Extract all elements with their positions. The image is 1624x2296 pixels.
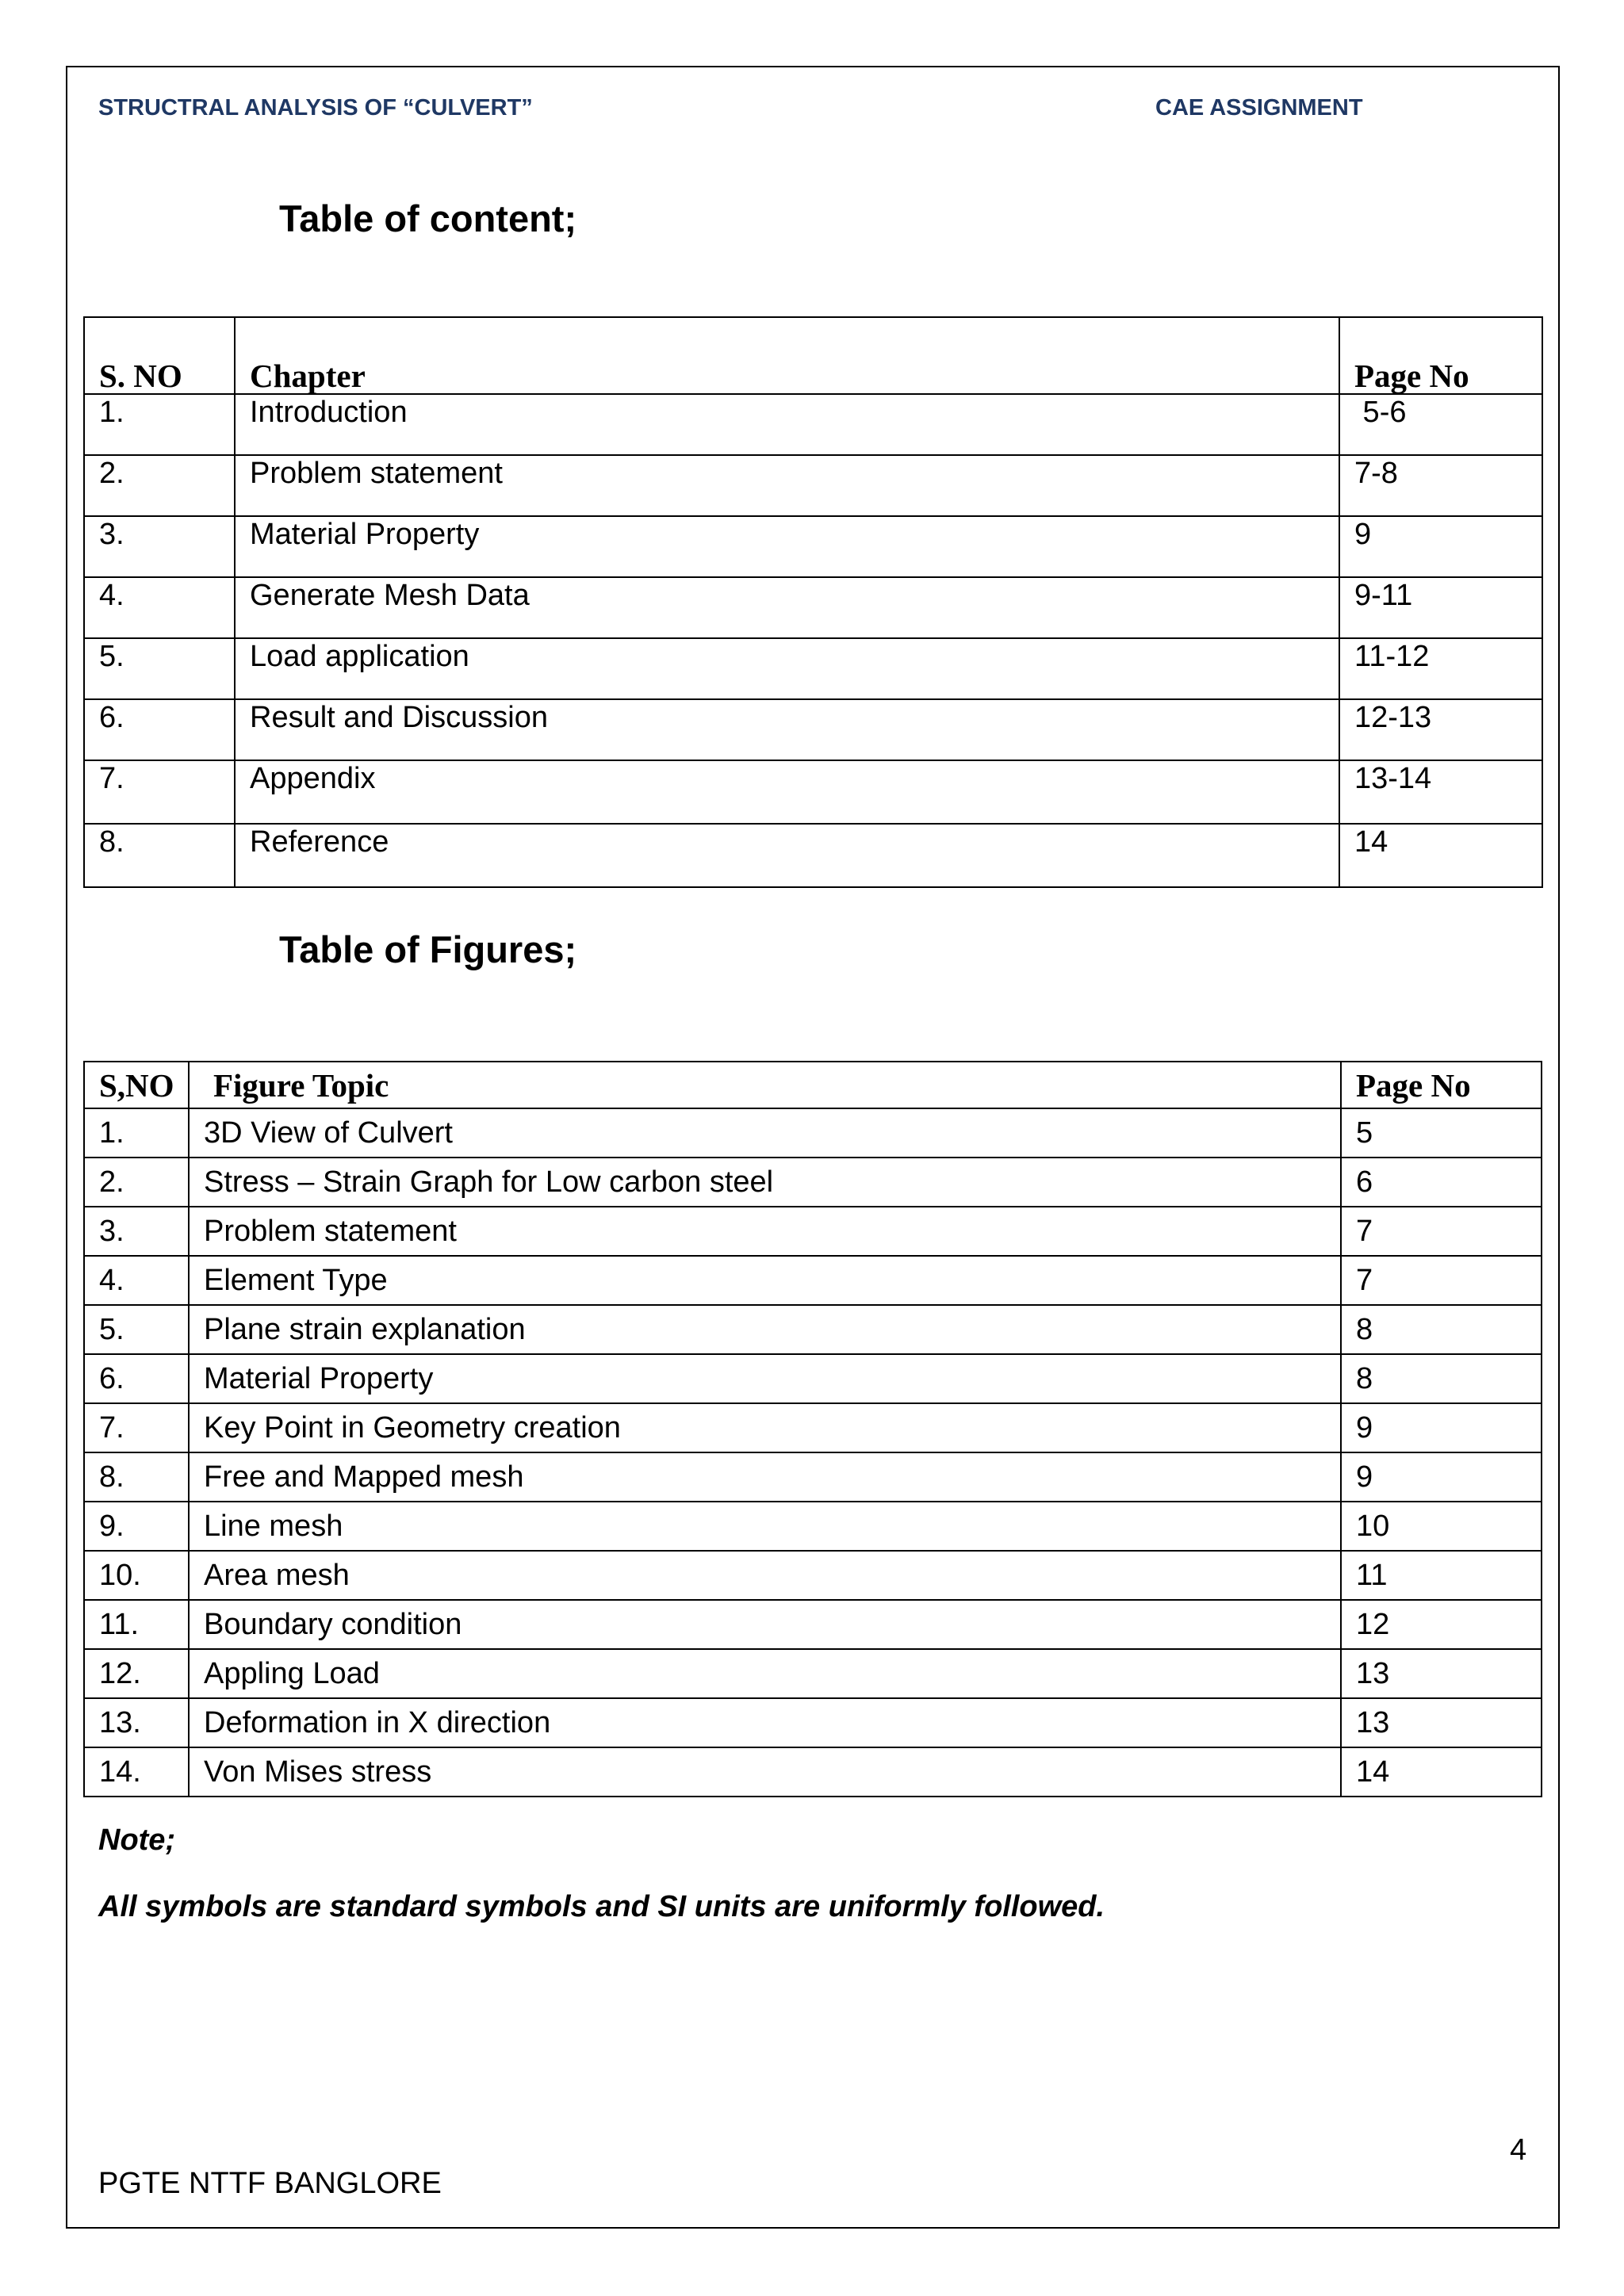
header-title: STRUCTRAL ANALYSIS OF “CULVERT” — [98, 95, 533, 121]
table-row — [84, 1600, 1542, 1649]
figures-header-row — [84, 1062, 1542, 1108]
figure-topic: Stress – Strain Graph for Low carbon steel — [189, 1158, 1341, 1207]
figure-page: 13 — [1341, 1649, 1542, 1698]
figure-topic: 3D View of Culvert — [189, 1108, 1341, 1158]
toc-page: 14 — [1339, 824, 1542, 887]
figure-page: 14 — [1341, 1747, 1542, 1797]
figure-topic: Deformation in X direction — [189, 1698, 1341, 1747]
toc-sno: 5. — [84, 638, 235, 699]
table-row — [84, 1551, 1542, 1600]
toc-col-sno: S. NO — [84, 317, 235, 394]
figure-topic: Material Property — [189, 1354, 1341, 1403]
figure-topic: Free and Mapped mesh — [189, 1452, 1341, 1502]
toc-page: 9 — [1339, 516, 1542, 577]
figure-page: 10 — [1341, 1502, 1542, 1551]
figure-topic: Appling Load — [189, 1649, 1341, 1698]
table-row — [84, 638, 1542, 699]
toc-chapter: Appendix — [235, 760, 1339, 824]
toc-sno: 8. — [84, 824, 235, 887]
table-row — [84, 760, 1542, 824]
toc-sno: 4. — [84, 577, 235, 638]
figure-page: 7 — [1341, 1207, 1542, 1256]
table-row — [84, 1207, 1542, 1256]
figure-page: 12 — [1341, 1600, 1542, 1649]
toc-header-row — [84, 317, 1542, 394]
toc-title: Table of content; — [279, 197, 577, 239]
toc-page: 5-6 — [1339, 394, 1542, 455]
figures-title: Table of Figures; — [279, 928, 577, 970]
figure-sno: 6. — [84, 1354, 189, 1403]
figure-sno: 2. — [84, 1158, 189, 1207]
figure-sno: 5. — [84, 1305, 189, 1354]
figure-topic: Key Point in Geometry creation — [189, 1403, 1341, 1452]
figure-sno: 11. — [84, 1600, 189, 1649]
figure-topic: Von Mises stress — [189, 1747, 1341, 1797]
toc-sno: 2. — [84, 455, 235, 516]
figure-topic: Area mesh — [189, 1551, 1341, 1600]
figures-col-page: Page No — [1341, 1062, 1542, 1108]
table-row — [84, 1354, 1542, 1403]
page-number: 4 — [1510, 2133, 1527, 2167]
toc-page: 12-13 — [1339, 699, 1542, 760]
table-row — [84, 1305, 1542, 1354]
toc-chapter: Load application — [235, 638, 1339, 699]
figure-sno: 7. — [84, 1403, 189, 1452]
figure-topic: Boundary condition — [189, 1600, 1341, 1649]
toc-col-chapter: Chapter — [235, 317, 1339, 394]
toc-col-page: Page No — [1339, 317, 1542, 394]
table-row — [84, 1452, 1542, 1502]
figure-sno: 9. — [84, 1502, 189, 1551]
toc-chapter: Material Property — [235, 516, 1339, 577]
figure-sno: 13. — [84, 1698, 189, 1747]
table-row — [84, 577, 1542, 638]
figures-col-sno: S,NO — [84, 1062, 189, 1108]
figure-page: 8 — [1341, 1354, 1542, 1403]
figure-sno: 3. — [84, 1207, 189, 1256]
figure-topic: Plane strain explanation — [189, 1305, 1341, 1354]
toc-page: 9-11 — [1339, 577, 1542, 638]
table-row — [84, 1256, 1542, 1305]
footer-org: PGTE NTTF BANGLORE — [98, 2167, 442, 2200]
table-row — [84, 1158, 1542, 1207]
table-row — [84, 455, 1542, 516]
table-row — [84, 824, 1542, 887]
figure-page: 13 — [1341, 1698, 1542, 1747]
figures-col-topic: Figure Topic — [189, 1062, 1341, 1108]
figure-sno: 14. — [84, 1747, 189, 1797]
table-row — [84, 1747, 1542, 1797]
figure-topic: Element Type — [189, 1256, 1341, 1305]
toc-chapter: Result and Discussion — [235, 699, 1339, 760]
figure-page: 6 — [1341, 1158, 1542, 1207]
toc-table — [83, 316, 1543, 888]
toc-chapter: Generate Mesh Data — [235, 577, 1339, 638]
toc-sno: 3. — [84, 516, 235, 577]
table-row — [84, 516, 1542, 577]
note-text: All symbols are standard symbols and SI units are uniformly followed. — [98, 1890, 1105, 1923]
toc-sno: 7. — [84, 760, 235, 824]
toc-chapter: Problem statement — [235, 455, 1339, 516]
figure-page: 8 — [1341, 1305, 1542, 1354]
toc-page: 13-14 — [1339, 760, 1542, 824]
header-assignment: CAE ASSIGNMENT — [1155, 95, 1363, 121]
toc-sno: 6. — [84, 699, 235, 760]
toc-page: 11-12 — [1339, 638, 1542, 699]
toc-sno: 1. — [84, 394, 235, 455]
figures-table — [83, 1061, 1542, 1797]
figure-sno: 4. — [84, 1256, 189, 1305]
table-row — [84, 699, 1542, 760]
table-row — [84, 1502, 1542, 1551]
table-row — [84, 394, 1542, 455]
figure-page: 9 — [1341, 1452, 1542, 1502]
figure-sno: 1. — [84, 1108, 189, 1158]
toc-chapter: Introduction — [235, 394, 1339, 455]
table-row — [84, 1698, 1542, 1747]
figure-page: 5 — [1341, 1108, 1542, 1158]
figure-sno: 8. — [84, 1452, 189, 1502]
toc-page: 7-8 — [1339, 455, 1542, 516]
figure-page: 7 — [1341, 1256, 1542, 1305]
figure-topic: Line mesh — [189, 1502, 1341, 1551]
figure-topic: Problem statement — [189, 1207, 1341, 1256]
note-label: Note; — [98, 1823, 176, 1857]
toc-chapter: Reference — [235, 824, 1339, 887]
figure-page: 11 — [1341, 1551, 1542, 1600]
table-row — [84, 1403, 1542, 1452]
figure-sno: 12. — [84, 1649, 189, 1698]
figure-sno: 10. — [84, 1551, 189, 1600]
table-row — [84, 1108, 1542, 1158]
table-row — [84, 1649, 1542, 1698]
figure-page: 9 — [1341, 1403, 1542, 1452]
